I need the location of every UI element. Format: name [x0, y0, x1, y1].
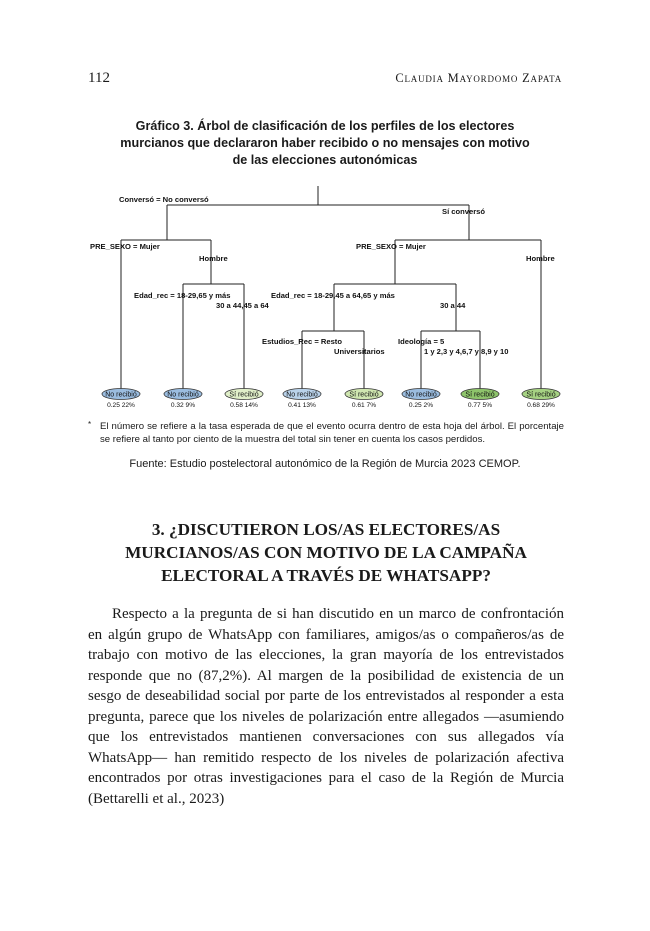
leaf-node [283, 389, 321, 410]
footnote-text: El número se refiere a la tasa esperada de que el evento ocurra dentro de esta hoja del árbol. El porcentaje se refiere al tanto por ciento de la muestra del total sin tener en cuenta los casos perdidos. [100, 421, 564, 445]
split-label: Sí conversó [442, 207, 486, 216]
split-label: Ideología = 5 [398, 337, 445, 346]
split-label: Universitarios [334, 347, 385, 356]
leaf-label: No recibió [405, 391, 437, 399]
split-label: PRE_SEXO = Mujer [356, 242, 426, 251]
figure-footnote [88, 420, 564, 446]
leaf-value: 0.68 29% [527, 402, 555, 409]
leaf-node [402, 389, 440, 410]
leaf-label: Sí recibió [465, 391, 495, 399]
leaf-label: No recibió [286, 391, 318, 399]
split-label: Hombre [526, 254, 555, 263]
section-heading: 3. ¿DISCUTIERON LOS/AS ELECTORES/AS MURCIANOS/AS CON MOTIVO DE LA CAMPAÑA ELECTORAL A TRAVÉS DE WHATSAPP? [125, 520, 527, 585]
footnote-marker: * [88, 420, 92, 429]
leaf-node [522, 389, 560, 410]
running-head: Claudia Mayordomo Zapata [395, 71, 562, 85]
tree-edges [121, 186, 541, 389]
leaf-label: No recibió [167, 391, 199, 399]
split-label: Estudios_Rec = Resto [262, 337, 342, 346]
split-label: Hombre [199, 254, 228, 263]
leaf-label: Sí recibió [229, 391, 259, 399]
page-number: 112 [88, 70, 110, 86]
figure-source: Fuente: Estudio postelectoral autonómico de la Región de Murcia 2023 CEMOP. [129, 458, 521, 470]
split-label: PRE_SEXO = Mujer [90, 242, 160, 251]
leaf-label: No recibió [105, 391, 137, 399]
split-label: 30 a 44,45 a 64 [216, 301, 269, 310]
leaf-value: 0.41 13% [288, 402, 316, 409]
leaf-label: Sí recibió [526, 391, 556, 399]
leaf-value: 0.25 2% [408, 402, 434, 409]
figure-title: Gráfico 3. Árbol de clasificación de los perfiles de los electores murcianos que declararon haber recibido o no mensajes con motivo de las elecciones autonómicas [120, 119, 530, 167]
split-label: 30 a 44 [440, 301, 466, 310]
split-label: Conversó = No conversó [119, 195, 209, 204]
leaf-value: 0.25 22% [107, 402, 135, 409]
tree-leaves [102, 389, 560, 410]
classification-tree [0, 0, 650, 420]
leaf-node [345, 389, 383, 410]
split-label: Edad_rec = 18-29,45 a 64,65 y más [271, 291, 395, 300]
leaf-value: 0.61 7% [351, 402, 377, 409]
leaf-node [164, 389, 202, 410]
leaf-node [102, 389, 140, 410]
leaf-value: 0.58 14% [230, 402, 258, 409]
body-paragraph: Respecto a la pregunta de si han discutido en un marco de confrontación en algún grupo de WhatsApp con familiares, amigos/as o compañeros/as de trabajo con motivo de las elecciones, la gran mayoría de los entrevistados responde que no (87,2%). Al margen de la posibilidad de existencia de un sesgo de deseabilidad social por parte de los entrevistados al responder a esta pregunta, parece que los niveles de polarización entre allegados —asumiendo que los entrevistados mantienen conversaciones con sus allegados vía WhatsApp— han remitido respecto de los niveles de polarización afectiva encontrados por otras investigaciones para el caso de la Región de Murcia (Bettarelli et al., 2023) [88, 606, 564, 807]
leaf-value: 0.77 5% [467, 402, 493, 409]
leaf-node [225, 389, 263, 410]
leaf-node [461, 389, 499, 410]
leaf-label: Sí recibió [349, 391, 379, 399]
split-labels [90, 195, 555, 356]
split-label: 1 y 2,3 y 4,6,7 y 8,9 y 10 [424, 347, 509, 356]
split-label: Edad_rec = 18-29,65 y más [134, 291, 231, 300]
leaf-value: 0.32 9% [170, 402, 196, 409]
